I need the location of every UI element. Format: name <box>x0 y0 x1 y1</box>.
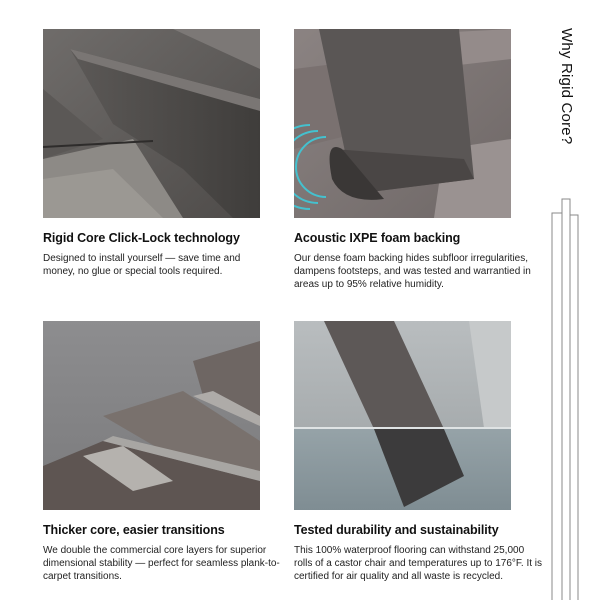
side-title: Why Rigid Core? <box>558 28 575 145</box>
feature-description: Our dense foam backing hides subfloor irregularities, dampens footsteps, and was tested and warrantied in areas up to 95% relative humidity. <box>294 253 531 290</box>
waterproof-photo <box>294 321 511 510</box>
click-lock-photo <box>43 29 260 218</box>
feature-description: We double the commercial core layers for superior dimensional stability — perfect for seamless plank-to-carpet transitions. <box>43 545 280 582</box>
feature-description: Designed to install yourself — save time and money, no glue or special tools required. <box>43 253 241 277</box>
feature-click-lock <box>43 29 260 278</box>
acoustic-backing-photo <box>294 29 511 218</box>
feature-tested-durability <box>294 321 543 583</box>
feature-acoustic-backing <box>294 29 531 291</box>
feature-title: Acoustic IXPE foam backing <box>294 231 461 245</box>
feature-title: Tested durability and sustainability <box>294 523 499 537</box>
feature-thicker-core <box>43 321 280 583</box>
feature-title: Rigid Core Click-Lock technology <box>43 231 240 245</box>
thicker-core-photo <box>43 321 260 510</box>
feature-description: This 100% waterproof flooring can withstand 25,000 rolls of a castor chair and temperatures up to 176°F. It is certified for air quality and all waste is recycled. <box>294 545 543 582</box>
feature-title: Thicker core, easier transitions <box>43 523 225 537</box>
decorative-lines <box>548 195 588 600</box>
